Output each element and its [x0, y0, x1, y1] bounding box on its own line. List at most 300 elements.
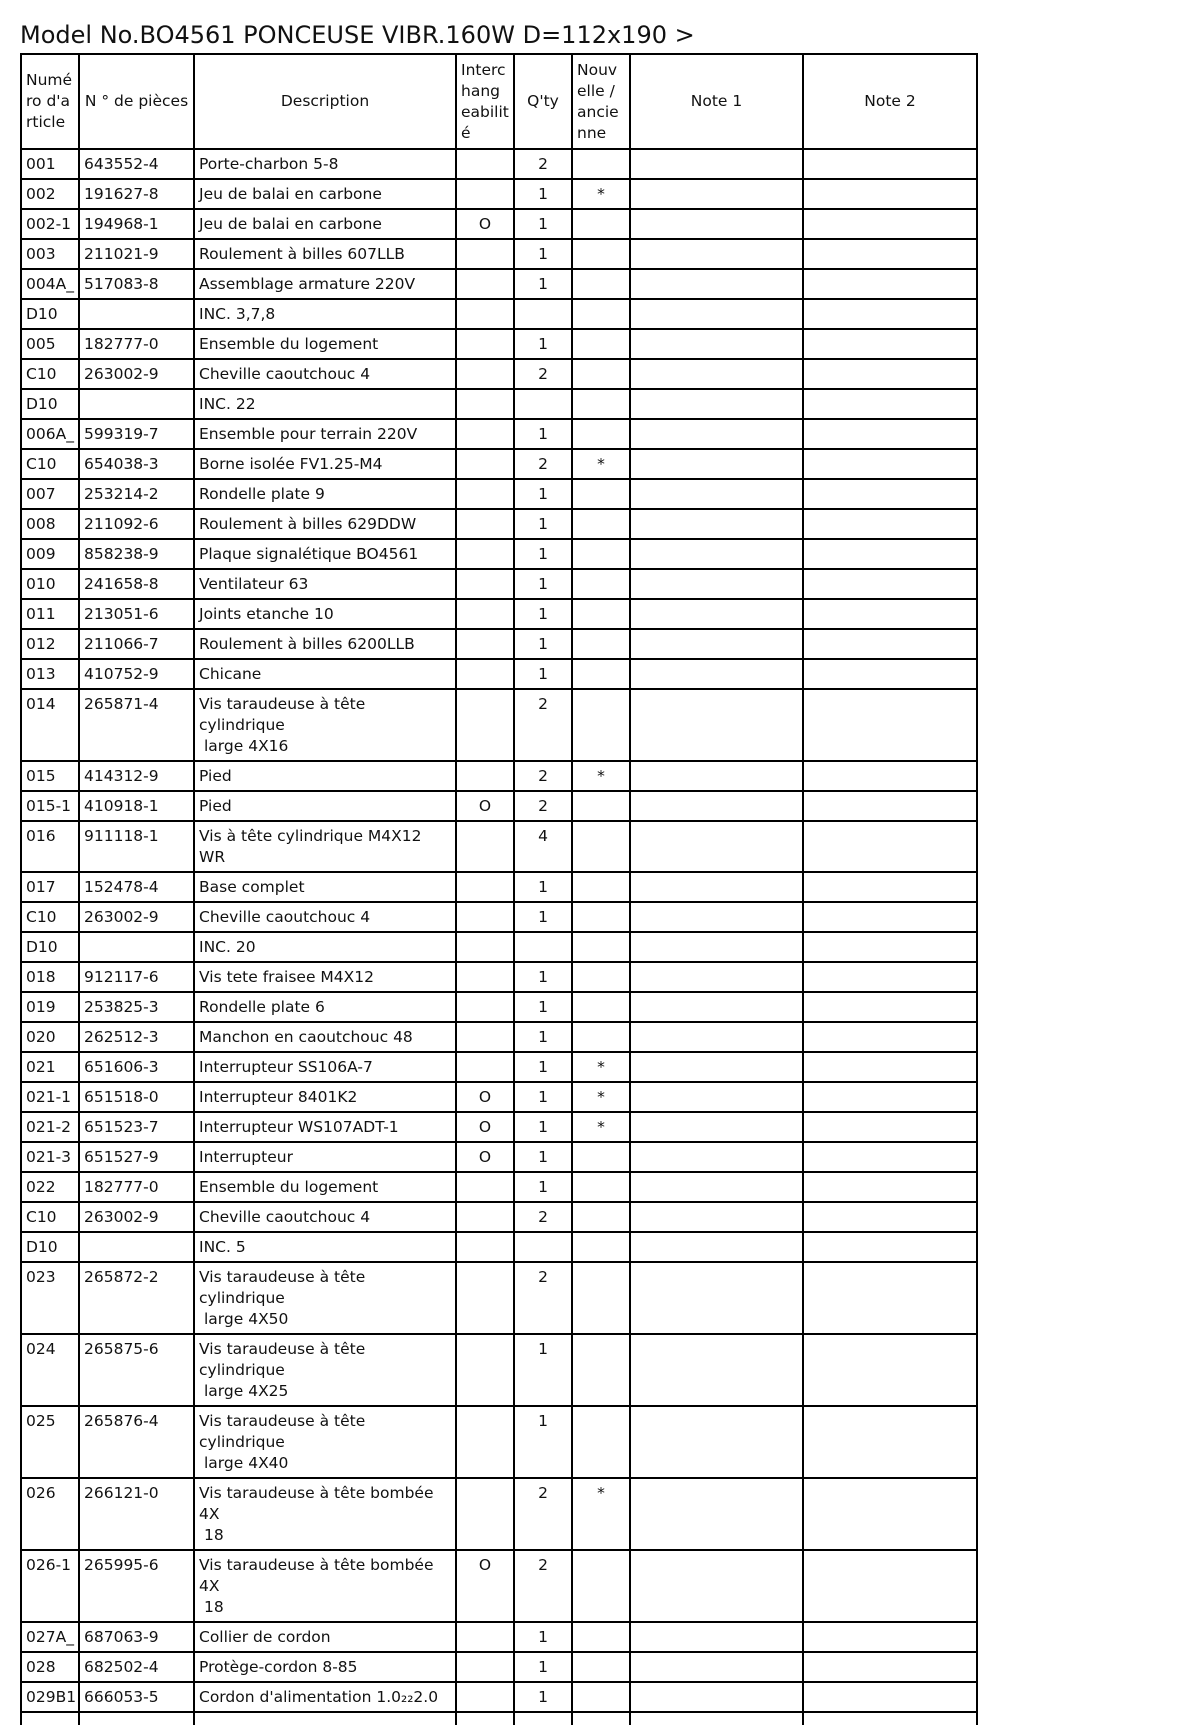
table-row: [21, 389, 977, 419]
quantity-cell: 1: [514, 539, 572, 569]
note-2-cell: [803, 659, 977, 689]
part-number-cell: 517083-8: [79, 269, 194, 299]
interchange-cell: [456, 569, 514, 599]
note-2-cell: [803, 902, 977, 932]
description-cell: Ensemble du logement: [194, 329, 456, 359]
description-cell: Base complet: [194, 872, 456, 902]
empty-cell: [630, 1712, 803, 1725]
new-old-cell: [572, 329, 630, 359]
new-old-cell: [572, 1334, 630, 1406]
note-1-cell: [630, 269, 803, 299]
article-number-cell: 011: [21, 599, 79, 629]
table-row: [21, 902, 977, 932]
table-row: [21, 1232, 977, 1262]
table-row: [21, 1172, 977, 1202]
table-row: [21, 1112, 977, 1142]
new-old-cell: [572, 1232, 630, 1262]
note-1-cell: [630, 872, 803, 902]
part-number-cell: 682502-4: [79, 1652, 194, 1682]
description-line-2: large 4X50: [204, 1310, 289, 1328]
note-2-cell: [803, 449, 977, 479]
description-cell: Ventilateur 63: [194, 569, 456, 599]
quantity-cell: 1: [514, 1682, 572, 1712]
table-row: [21, 479, 977, 509]
note-1-cell: [630, 1406, 803, 1478]
note-1-cell: [630, 689, 803, 761]
new-old-cell: [572, 149, 630, 179]
description-cell: Cheville caoutchouc 4: [194, 902, 456, 932]
header-note-2: Note 2: [803, 54, 977, 149]
note-1-cell: [630, 1262, 803, 1334]
part-number-cell: [79, 932, 194, 962]
note-2-cell: [803, 689, 977, 761]
new-old-cell: [572, 1022, 630, 1052]
quantity-cell: 1: [514, 1334, 572, 1406]
interchange-cell: [456, 479, 514, 509]
note-2-cell: [803, 1622, 977, 1652]
part-number-cell: 410752-9: [79, 659, 194, 689]
article-number-cell: C10: [21, 359, 79, 389]
note-1-cell: [630, 962, 803, 992]
part-number-cell: 265871-4: [79, 689, 194, 761]
note-2-cell: [803, 149, 977, 179]
note-1-cell: [630, 1142, 803, 1172]
quantity-cell: 1: [514, 1622, 572, 1652]
part-number-cell: 211066-7: [79, 629, 194, 659]
note-1-cell: [630, 509, 803, 539]
quantity-cell: 1: [514, 1022, 572, 1052]
description-cell: Cheville caoutchouc 4: [194, 1202, 456, 1232]
note-1-cell: [630, 761, 803, 791]
quantity-cell: 2: [514, 689, 572, 761]
note-1-cell: [630, 1052, 803, 1082]
new-old-cell: [572, 821, 630, 872]
quantity-cell: 1: [514, 1112, 572, 1142]
table-row: [21, 932, 977, 962]
table-row: [21, 992, 977, 1022]
article-number-cell: 012: [21, 629, 79, 659]
article-number-cell: 015-1: [21, 791, 79, 821]
part-number-cell: 651523-7: [79, 1112, 194, 1142]
new-old-cell: [572, 1406, 630, 1478]
quantity-cell: 2: [514, 1202, 572, 1232]
interchange-cell: [456, 1622, 514, 1652]
description-line-2: large 4X40: [204, 1454, 289, 1472]
note-1-cell: [630, 1622, 803, 1652]
article-number-cell: 017: [21, 872, 79, 902]
part-number-cell: 912117-6: [79, 962, 194, 992]
new-old-cell: *: [572, 1052, 630, 1082]
article-number-cell: 021-2: [21, 1112, 79, 1142]
description-cell: Porte-charbon 5-8: [194, 149, 456, 179]
note-2-cell: [803, 179, 977, 209]
table-row: [21, 1262, 977, 1334]
description-cell: Protège-cordon 8-85: [194, 1652, 456, 1682]
part-number-cell: 687063-9: [79, 1622, 194, 1652]
header-interchangeability: Interc hang eabilit é: [456, 54, 514, 149]
note-1-cell: [630, 791, 803, 821]
interchange-cell: [456, 932, 514, 962]
interchange-cell: [456, 269, 514, 299]
note-2-cell: [803, 1112, 977, 1142]
note-1-cell: [630, 1550, 803, 1622]
empty-cell: [21, 1712, 79, 1725]
quantity-cell: 1: [514, 1142, 572, 1172]
description-cell: Roulement à billes 629DDW: [194, 509, 456, 539]
part-number-cell: 262512-3: [79, 1022, 194, 1052]
note-1-cell: [630, 1682, 803, 1712]
interchange-cell: O: [456, 1142, 514, 1172]
interchange-cell: [456, 1202, 514, 1232]
new-old-cell: *: [572, 1082, 630, 1112]
new-old-cell: [572, 209, 630, 239]
new-old-cell: [572, 479, 630, 509]
table-row: [21, 1082, 977, 1112]
note-1-cell: [630, 1082, 803, 1112]
header-quantity: Q'ty: [514, 54, 572, 149]
quantity-cell: 2: [514, 761, 572, 791]
quantity-cell: 2: [514, 1262, 572, 1334]
description-cell: Vis tete fraisee M4X12: [194, 962, 456, 992]
table-row: [21, 872, 977, 902]
note-2-cell: [803, 479, 977, 509]
table-row: [21, 761, 977, 791]
header-article-number: Numé ro d'a rticle: [21, 54, 79, 149]
article-number-cell: C10: [21, 449, 79, 479]
interchange-cell: [456, 689, 514, 761]
note-2-cell: [803, 761, 977, 791]
new-old-cell: [572, 902, 630, 932]
interchange-cell: [456, 599, 514, 629]
interchange-cell: [456, 1232, 514, 1262]
article-number-cell: 025: [21, 1406, 79, 1478]
description-cell: Vis à tête cylindrique M4X12 WR: [194, 821, 456, 872]
table-row: [21, 569, 977, 599]
interchange-cell: [456, 149, 514, 179]
part-number-cell: 265876-4: [79, 1406, 194, 1478]
table-row: [21, 329, 977, 359]
article-number-cell: 023: [21, 1262, 79, 1334]
article-number-cell: 003: [21, 239, 79, 269]
note-2-cell: [803, 1142, 977, 1172]
interchange-cell: [456, 1052, 514, 1082]
parts-table: [20, 53, 978, 1725]
note-2-cell: [803, 1478, 977, 1550]
description-line-1: Vis taraudeuse à tête cylindrique: [199, 1268, 366, 1307]
quantity-cell: 1: [514, 1406, 572, 1478]
interchange-cell: [456, 299, 514, 329]
part-number-cell: 643552-4: [79, 149, 194, 179]
new-old-cell: [572, 962, 630, 992]
note-2-cell: [803, 1652, 977, 1682]
note-1-cell: [630, 1022, 803, 1052]
note-1-cell: [630, 179, 803, 209]
quantity-cell: 2: [514, 1550, 572, 1622]
article-number-cell: D10: [21, 1232, 79, 1262]
new-old-cell: [572, 419, 630, 449]
table-row: [21, 1550, 977, 1622]
note-2-cell: [803, 359, 977, 389]
table-row: [21, 209, 977, 239]
description-cell: Ensemble pour terrain 220V: [194, 419, 456, 449]
article-number-cell: 028: [21, 1652, 79, 1682]
interchange-cell: [456, 179, 514, 209]
part-number-cell: 651527-9: [79, 1142, 194, 1172]
description-line-2: 18: [204, 1598, 224, 1616]
description-cell: Ensemble du logement: [194, 1172, 456, 1202]
article-number-cell: 005: [21, 329, 79, 359]
note-2-cell: [803, 932, 977, 962]
note-2-cell: [803, 1232, 977, 1262]
description-cell: [194, 1478, 456, 1550]
new-old-cell: *: [572, 1478, 630, 1550]
interchange-cell: [456, 629, 514, 659]
part-number-cell: 651606-3: [79, 1052, 194, 1082]
description-line-2: large 4X25: [204, 1382, 289, 1400]
note-2-cell: [803, 962, 977, 992]
interchange-cell: O: [456, 1082, 514, 1112]
note-2-cell: [803, 539, 977, 569]
table-row: [21, 359, 977, 389]
note-2-cell: [803, 1172, 977, 1202]
description-line-1: Vis taraudeuse à tête cylindrique: [199, 695, 366, 734]
quantity-cell: [514, 389, 572, 419]
article-number-cell: 002-1: [21, 209, 79, 239]
note-2-cell: [803, 1052, 977, 1082]
table-row: [21, 629, 977, 659]
note-1-cell: [630, 419, 803, 449]
table-row-cut-off: [21, 1712, 977, 1725]
quantity-cell: 2: [514, 149, 572, 179]
interchange-cell: [456, 659, 514, 689]
interchange-cell: [456, 821, 514, 872]
table-row: [21, 149, 977, 179]
quantity-cell: 1: [514, 419, 572, 449]
interchange-cell: O: [456, 209, 514, 239]
new-old-cell: [572, 569, 630, 599]
part-number-cell: 266121-0: [79, 1478, 194, 1550]
table-row: [21, 179, 977, 209]
new-old-cell: [572, 299, 630, 329]
interchange-cell: [456, 1172, 514, 1202]
article-number-cell: 002: [21, 179, 79, 209]
table-row: [21, 1682, 977, 1712]
table-row: [21, 239, 977, 269]
quantity-cell: 1: [514, 269, 572, 299]
header-note-1: Note 1: [630, 54, 803, 149]
new-old-cell: [572, 1142, 630, 1172]
new-old-cell: [572, 1202, 630, 1232]
article-number-cell: 022: [21, 1172, 79, 1202]
note-2-cell: [803, 1406, 977, 1478]
description-cell: Jeu de balai en carbone: [194, 179, 456, 209]
table-row: [21, 269, 977, 299]
part-number-cell: 911118-1: [79, 821, 194, 872]
interchange-cell: [456, 419, 514, 449]
part-number-cell: 191627-8: [79, 179, 194, 209]
description-cell: INC. 5: [194, 1232, 456, 1262]
description-cell: Cordon d'alimentation 1.0₂₂2.0: [194, 1682, 456, 1712]
quantity-cell: 1: [514, 1082, 572, 1112]
new-old-cell: [572, 599, 630, 629]
description-cell: Roulement à billes 6200LLB: [194, 629, 456, 659]
interchange-cell: [456, 902, 514, 932]
part-number-cell: 265995-6: [79, 1550, 194, 1622]
new-old-cell: [572, 872, 630, 902]
new-old-cell: [572, 689, 630, 761]
new-old-cell: [572, 509, 630, 539]
part-number-cell: [79, 1232, 194, 1262]
note-2-cell: [803, 791, 977, 821]
note-2-cell: [803, 1082, 977, 1112]
quantity-cell: 1: [514, 1052, 572, 1082]
description-cell: Pied: [194, 761, 456, 791]
interchange-cell: [456, 761, 514, 791]
note-1-cell: [630, 449, 803, 479]
part-number-cell: 211021-9: [79, 239, 194, 269]
description-cell: [194, 1550, 456, 1622]
empty-cell: [803, 1712, 977, 1725]
part-number-cell: 253825-3: [79, 992, 194, 1022]
note-1-cell: [630, 239, 803, 269]
description-line-2: 18: [204, 1526, 224, 1544]
note-1-cell: [630, 1202, 803, 1232]
note-1-cell: [630, 1172, 803, 1202]
note-1-cell: [630, 209, 803, 239]
article-number-cell: 021: [21, 1052, 79, 1082]
interchange-cell: [456, 509, 514, 539]
table-row: [21, 449, 977, 479]
note-1-cell: [630, 932, 803, 962]
note-2-cell: [803, 1334, 977, 1406]
table-row: [21, 1022, 977, 1052]
quantity-cell: [514, 1232, 572, 1262]
part-number-cell: 599319-7: [79, 419, 194, 449]
table-row: [21, 1202, 977, 1232]
note-1-cell: [630, 992, 803, 1022]
note-2-cell: [803, 1262, 977, 1334]
part-number-cell: 858238-9: [79, 539, 194, 569]
note-2-cell: [803, 872, 977, 902]
note-1-cell: [630, 569, 803, 599]
new-old-cell: *: [572, 1112, 630, 1142]
note-2-cell: [803, 1022, 977, 1052]
quantity-cell: 2: [514, 449, 572, 479]
new-old-cell: *: [572, 179, 630, 209]
note-2-cell: [803, 1202, 977, 1232]
description-cell: Rondelle plate 6: [194, 992, 456, 1022]
note-2-cell: [803, 329, 977, 359]
new-old-cell: [572, 629, 630, 659]
new-old-cell: [572, 1262, 630, 1334]
description-cell: [194, 1406, 456, 1478]
description-cell: Cheville caoutchouc 4: [194, 359, 456, 389]
interchange-cell: [456, 1652, 514, 1682]
article-number-cell: 018: [21, 962, 79, 992]
part-number-cell: 414312-9: [79, 761, 194, 791]
quantity-cell: 1: [514, 479, 572, 509]
article-number-cell: 006A_: [21, 419, 79, 449]
new-old-cell: *: [572, 449, 630, 479]
article-number-cell: D10: [21, 299, 79, 329]
quantity-cell: 4: [514, 821, 572, 872]
interchange-cell: [456, 1478, 514, 1550]
note-1-cell: [630, 299, 803, 329]
interchange-cell: [456, 449, 514, 479]
note-1-cell: [630, 389, 803, 419]
table-row: [21, 599, 977, 629]
part-number-cell: 194968-1: [79, 209, 194, 239]
new-old-cell: [572, 791, 630, 821]
quantity-cell: 1: [514, 962, 572, 992]
article-number-cell: 024: [21, 1334, 79, 1406]
description-cell: Interrupteur SS106A-7: [194, 1052, 456, 1082]
empty-cell: [572, 1712, 630, 1725]
new-old-cell: [572, 539, 630, 569]
quantity-cell: 1: [514, 992, 572, 1022]
article-number-cell: 027A_: [21, 1622, 79, 1652]
description-cell: Interrupteur WS107ADT-1: [194, 1112, 456, 1142]
quantity-cell: 1: [514, 209, 572, 239]
part-number-cell: 211092-6: [79, 509, 194, 539]
part-number-cell: [79, 389, 194, 419]
part-number-cell: 263002-9: [79, 1202, 194, 1232]
description-cell: Roulement à billes 607LLB: [194, 239, 456, 269]
quantity-cell: 1: [514, 1652, 572, 1682]
article-number-cell: 026-1: [21, 1550, 79, 1622]
interchange-cell: O: [456, 1550, 514, 1622]
quantity-cell: 1: [514, 902, 572, 932]
interchange-cell: O: [456, 791, 514, 821]
description-cell: Manchon en caoutchouc 48: [194, 1022, 456, 1052]
part-number-cell: 253214-2: [79, 479, 194, 509]
part-number-cell: 182777-0: [79, 329, 194, 359]
description-cell: Interrupteur: [194, 1142, 456, 1172]
description-cell: Borne isolée FV1.25-M4: [194, 449, 456, 479]
article-number-cell: C10: [21, 1202, 79, 1232]
note-1-cell: [630, 359, 803, 389]
part-number-cell: 654038-3: [79, 449, 194, 479]
description-cell: INC. 20: [194, 932, 456, 962]
empty-cell: [79, 1712, 194, 1725]
description-cell: Jeu de balai en carbone: [194, 209, 456, 239]
article-number-cell: D10: [21, 389, 79, 419]
part-number-cell: [79, 299, 194, 329]
article-number-cell: 029B1: [21, 1682, 79, 1712]
table-row: [21, 299, 977, 329]
interchange-cell: [456, 389, 514, 419]
description-cell: Joints etanche 10: [194, 599, 456, 629]
note-2-cell: [803, 1682, 977, 1712]
interchange-cell: [456, 1682, 514, 1712]
note-2-cell: [803, 389, 977, 419]
new-old-cell: *: [572, 761, 630, 791]
note-2-cell: [803, 569, 977, 599]
table-row: [21, 659, 977, 689]
new-old-cell: [572, 1622, 630, 1652]
new-old-cell: [572, 1682, 630, 1712]
note-1-cell: [630, 902, 803, 932]
new-old-cell: [572, 1172, 630, 1202]
description-cell: Chicane: [194, 659, 456, 689]
part-number-cell: 263002-9: [79, 902, 194, 932]
quantity-cell: 1: [514, 629, 572, 659]
article-number-cell: 020: [21, 1022, 79, 1052]
interchange-cell: [456, 1406, 514, 1478]
article-number-cell: 021-3: [21, 1142, 79, 1172]
description-cell: Collier de cordon: [194, 1622, 456, 1652]
note-2-cell: [803, 299, 977, 329]
